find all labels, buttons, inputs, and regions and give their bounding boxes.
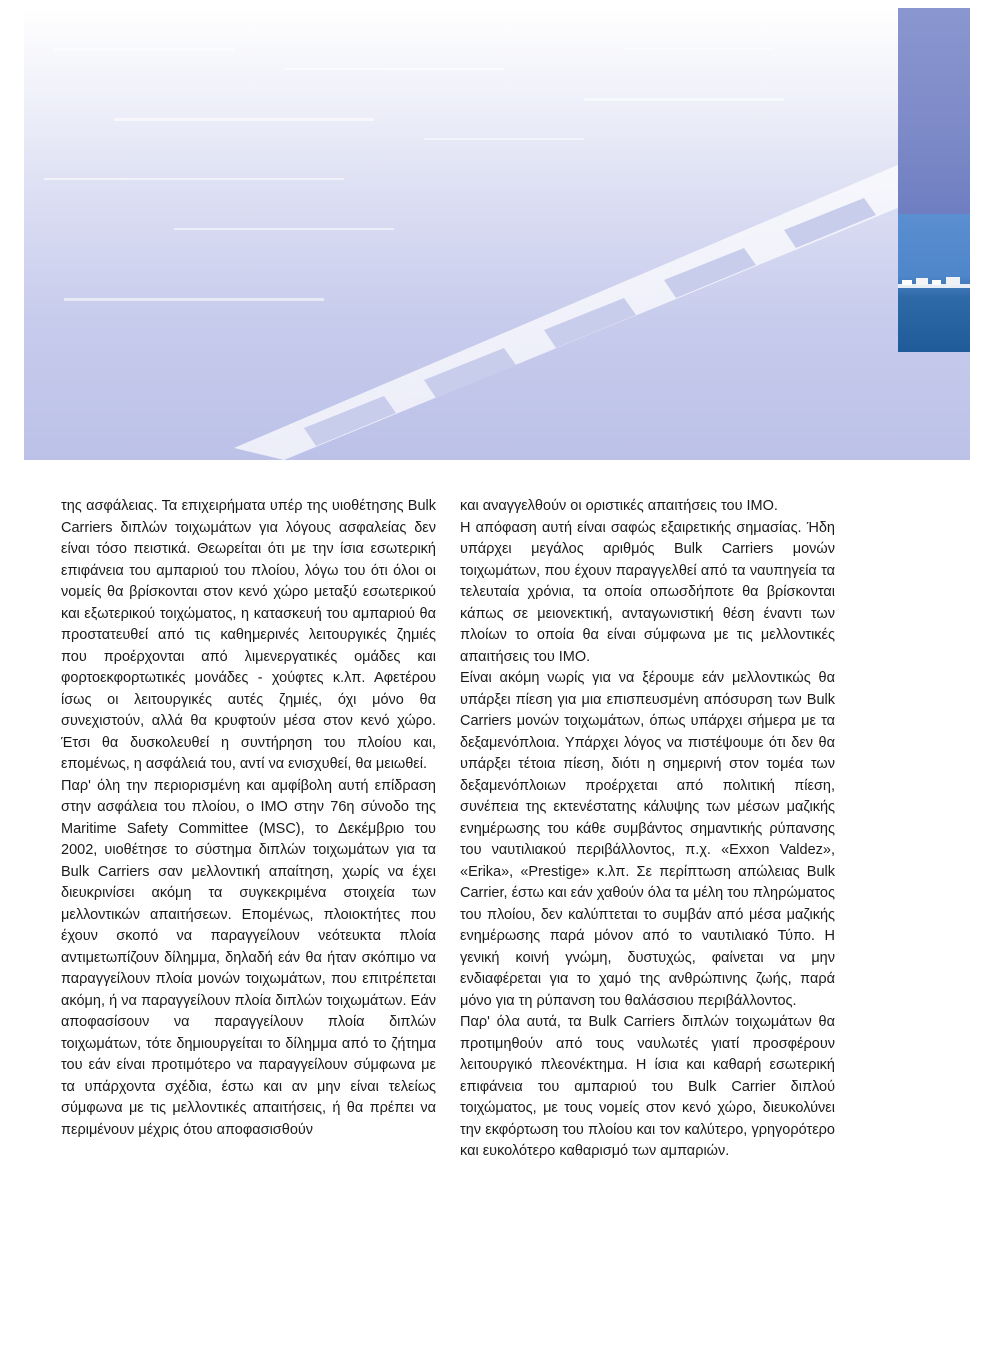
harbor-town-illustration: [898, 214, 970, 352]
ship-deck-illustration: [24, 8, 970, 460]
paragraph: της ασφάλειας. Τα επιχειρήματα υπέρ της υιοθέτησης Bulk Carriers διπλών τοιχωμάτων για λόγους ασφαλείας δεν είναι τόσο πειστικά. Θεωρείται ότι με την ίσια εσωτερική επιφάνεια του αμπαριού του πλοίου, λόγω του ότι όλοι οι νομείς θα βρίσκονται στον κενό χώρο μεταξύ εσωτερικού και εξωτερικού τοιχώματος, η κατασκευή του αμπαριού θα προστατευθεί από τις καθημερινές λειτουργικές ζημιές που προέρχονται από λιμενεργατικές ομάδες και φορτοεκφορτωτικές μονάδες - χούφτες κ.λπ. Αφετέρου ίσως οι λειτουργικές αυτές ζημιές, όχι μόνο θα συνεχιστούν, αλλά θα κρυφτούν μέσα στον κενό χώρο. Έτσι θα δυσκολευθεί η συντήρηση του πλοίου και, επομένως, η ασφάλειά του, αντί να ενισχυθεί, θα μειωθεί.: [61, 498, 436, 772]
paragraph: Η απόφαση αυτή είναι σαφώς εξαιρετικής σημασίας. Ήδη υπάρχει μεγάλος αριθμός Bulk Carriers μονών τοιχωμάτων, που έχουν παραγγελθεί από τα ναυπηγεία τα τελευταία χρόνια, τα οποία οπωσδήποτε θα βρίσκονται κάπως σε μειονεκτική, ανταγωνιστική θέση έναντι των πλοίων το οποία θα είναι σύμφωνα με τις μελλοντικές απαιτήσεις του ΙΜΟ.: [460, 519, 835, 665]
paragraph: Είναι ακόμη νωρίς για να ξέρουμε εάν μελλοντικώς θα υπάρξει πίεση για μια επισπευσμένη απόσυρση των Bulk Carriers μονών τοιχωμάτων, όπως υπάρχει σήμερα με τα δεξαμενόπλοια. Υπάρχει λόγος να πιστέψουμε ότι δεν θα υπάρξει τέτοια πίεση, διότι η σημερινή στον τομέα των δεξαμενόπλοιων προέρχεται από πολιτική πίεση, συνέπεια της εκτενέστατης κάλυψης των μέσων μαζικής ενημέρωσης του κάθε συμβάντος σημαντικής ρύπανσης του ναυτιλιακού περιβάλλοντος, π.χ. «Exxon Valdez», «Erika», «Prestige» κ.λπ. Σε περίπτωση απώλειας Bulk Carrier, έστω και εάν χαθούν όλα τα μέλη του πληρώματος του πλοίου, δεν καλύπτεται το συμβάν από μέσα μαζικής ενημέρωσης παρά μόνον από το ναυτιλιακό Τύπο. Η γενική κοινή γνώμη, δυστυχώς, φαίνεται να μην ενδιαφέρεται για το χαμό της ανθρώπινης ζωής, παρά μόνο για τη ρύπανση του θαλάσσιου περιβάλλοντος.: [460, 670, 835, 1009]
paragraph: και αναγγελθούν οι οριστικές απαιτήσεις του ΙΜΟ.: [460, 498, 778, 514]
ship-deck: [234, 158, 934, 460]
strip-color-block: [898, 8, 970, 214]
sea-photo: [898, 214, 970, 352]
paragraph: Παρ' όλη την περιορισμένη και αμφίβολη αυτή επίδραση στην ασφάλεια του πλοίου, ο ΙΜΟ στην 76η σύνοδο της Maritime Safety Committee (MSC), το Δεκέμβριο του 2002, υιοθέτησε το σύστημα διπλών τοιχωμάτων για τα Bulk Carriers σαν μελλοντική απαίτηση, χωρίς να έχει διευκρινίσει ακόμη τα συγκεκριμένα στοιχεία των μελλοντικών απαιτήσεων. Επομένως, πλοιοκτήτες που έχουν σκοπό να παραγγείλουν νεότευκτα πλοία αντιμετωπίζουν δίλημμα, δηλαδή εάν θα ήταν σκόπιμο να παραγγείλουν πλοία μονών τοιχωμάτων, που επιτρέπεται ακόμη, ή να παραγγείλουν πλοία διπλών τοιχωμάτων. Εάν αποφασίσουν να παραγγείλουν πλοία διπλών τοιχωμάτων, τότε δημιουργείται το δίλημμα από το ζήτημα του εάν είναι προτιμότερο να παραγγείλουν σύμφωνα με τα υπάρχοντα σχέδια, έστω και αν μην είναι τελείως σύμφωνα με τις μελλοντικές απαιτήσεις, ή θα πρέπει να περιμένουν μέχρις ότου αποφασισθούν: [61, 777, 436, 1138]
paragraph: Παρ' όλα αυτά, τα Bulk Carriers διπλών τοιχωμάτων θα προτιμηθούν από τους ναυλωτές γιατί προσφέρουν λειτουργικό πλεονέκτημα. Η ίσια και καθαρή εσωτερική επιφάνεια του αμπαριού του Bulk Carrier διπλού τοιχώματος, με τους νομείς στον κενό χώρο, διευκολύνει την εκφόρτωση του πλοίου και τον καλύτερο, γρηγορότερο και ευκολότερο καθαρισμό των αμπαριών.: [460, 1014, 835, 1159]
left-text-column: [61, 496, 436, 1141]
side-photo-strip: [898, 8, 970, 352]
right-text-column: [460, 496, 835, 1163]
hero-image: [24, 8, 970, 460]
